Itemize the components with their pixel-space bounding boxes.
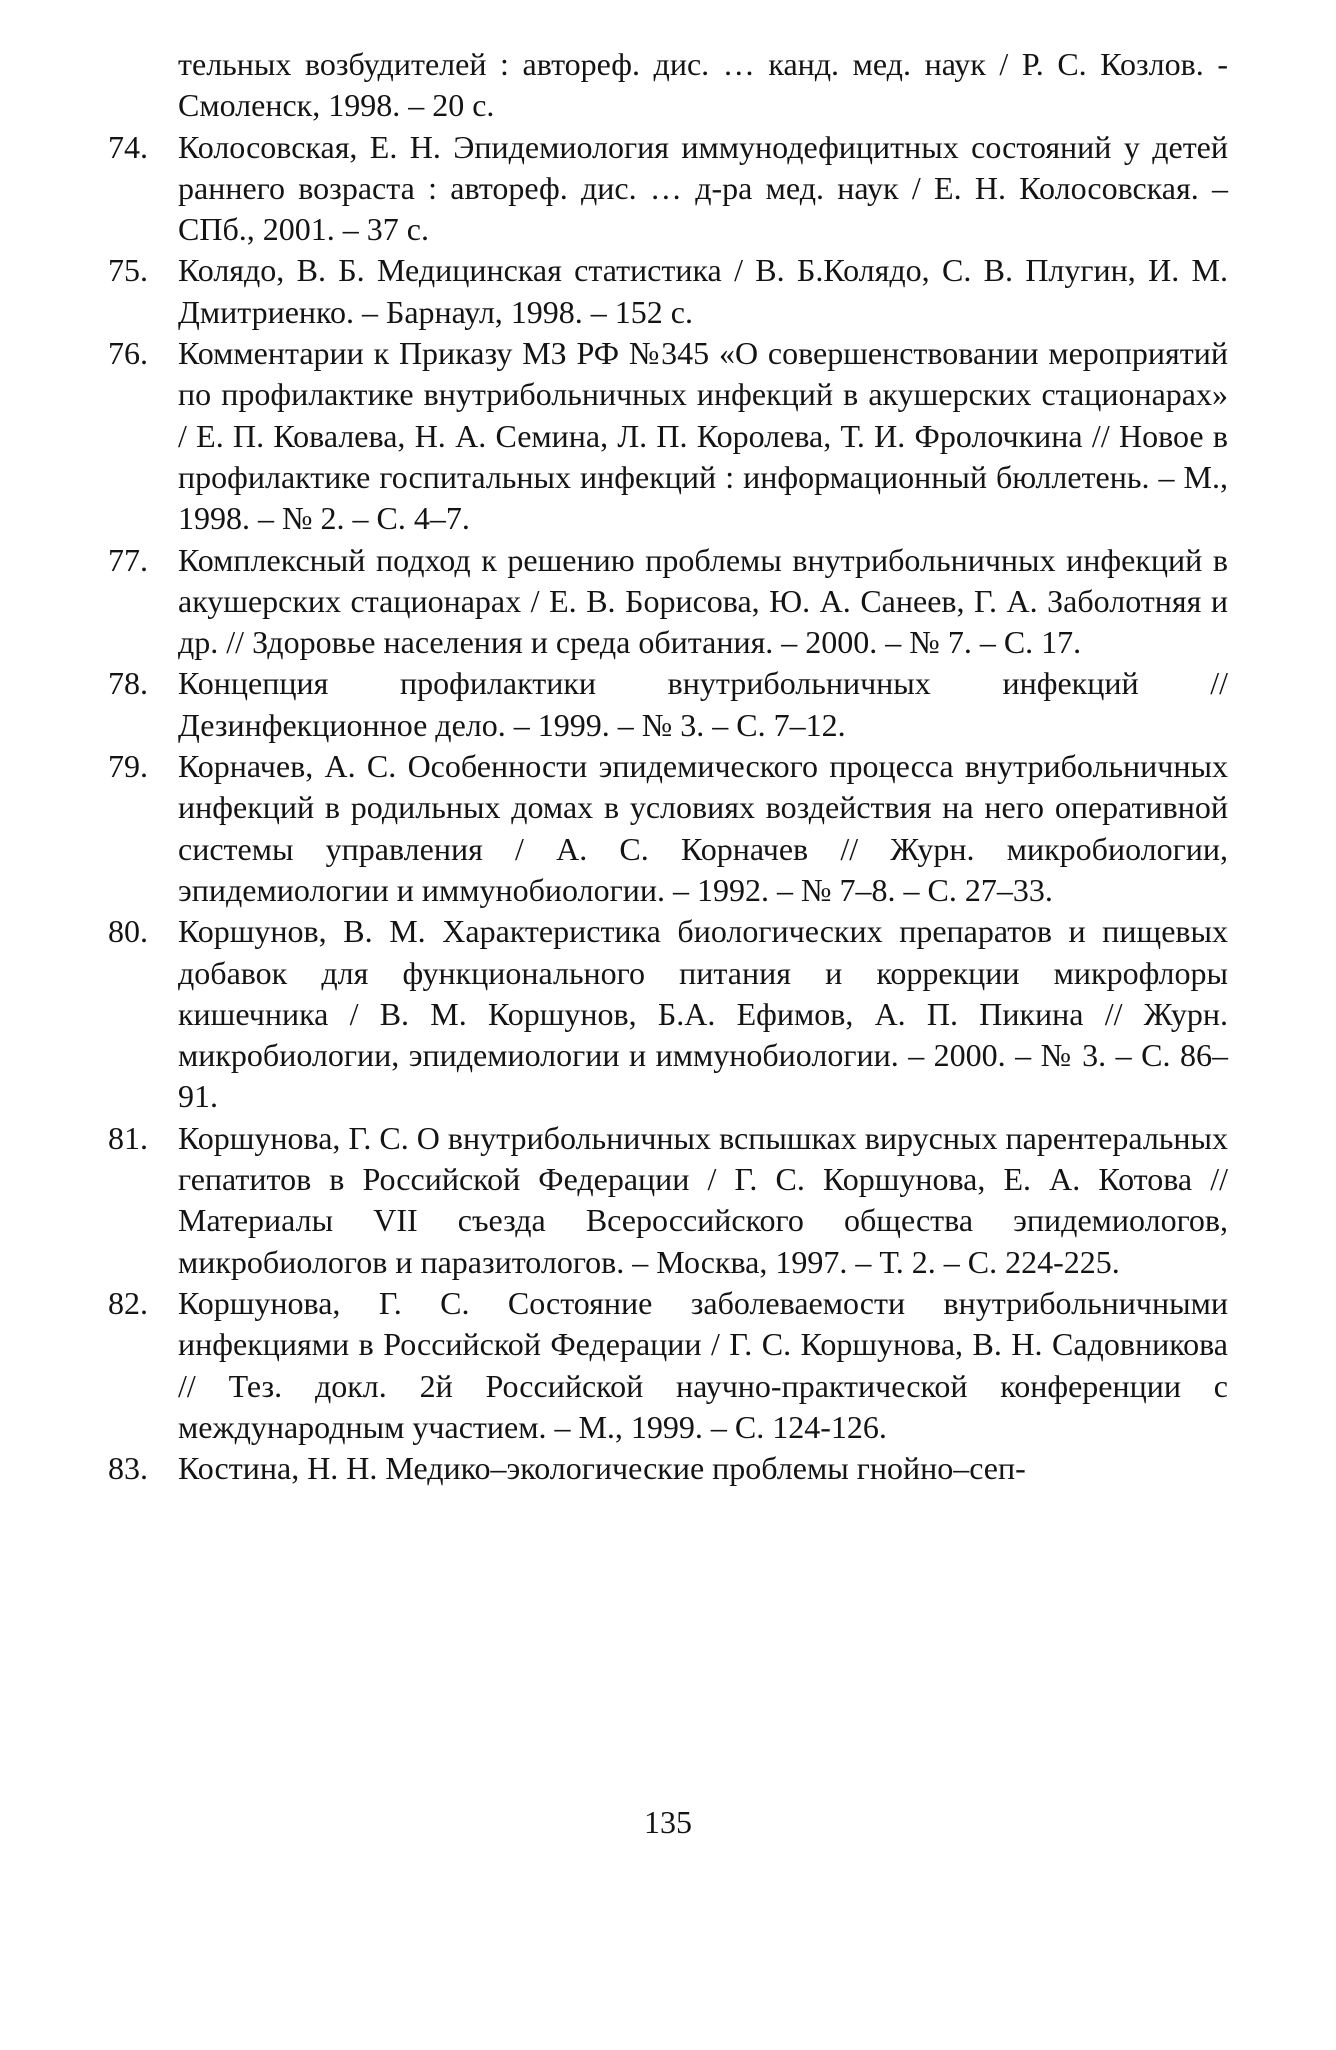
reference-text: Корначев, А. С. Особенности эпидемического процесса внутрибольничных инфекций в родильных домах в условиях воздействия на него оперативной системы управления / А. С. Корначев // Журн. микробиологии, эпидемиологии и иммунобиологии. – 1992. – № 7–8. – С. 27–33.	[178, 748, 1228, 908]
reference-item	[108, 663, 1228, 746]
reference-number: 80.	[108, 913, 148, 950]
reference-text: Колосовская, Е. Н. Эпидемиология иммунодефицитных состояний у детей раннего возраста : автореф. дис. … д-ра мед. наук / Е. Н. Колосовская. – СПб., 2001. – 37 с.	[178, 128, 1228, 248]
reference-item	[108, 1448, 1228, 1489]
reference-item	[108, 746, 1228, 911]
reference-text: Колядо, В. Б. Медицинская статистика / В. Б.Колядо, С. В. Плугин, И. М. Дмитриенко. – Барнаул, 1998. – 152 с.	[178, 252, 1228, 330]
reference-item	[108, 127, 1228, 251]
reference-text: Коршунова, Г. С. Состояние заболеваемости внутрибольничными инфекциями в Российской Федерации / Г. С. Коршунова, В. Н. Садовникова // Тез. докл. 2й Российской научно-практической конференции с международным участием. – М., 1999. – С. 124-126.	[178, 1284, 1228, 1445]
reference-item	[108, 1118, 1228, 1283]
reference-number: 77.	[108, 541, 148, 578]
reference-text: Костина, Н. Н. Медико–экологические проблемы гнойно–сеп-	[178, 1450, 1026, 1487]
reference-number: 76.	[108, 335, 148, 372]
page-number: 135	[644, 1804, 692, 1840]
reference-number: 75.	[108, 252, 148, 289]
reference-item	[108, 1283, 1228, 1448]
reference-number: 83.	[108, 1450, 148, 1487]
reference-number: 79.	[108, 748, 148, 785]
reference-number: 78.	[108, 665, 148, 702]
reference-item	[108, 250, 1228, 333]
reference-text: Концепция профилактики внутрибольничных инфекций // Дезинфекционное дело. – 1999. – № 3. – С. 7–12.	[178, 665, 1228, 743]
reference-text: Комментарии к Приказу МЗ РФ №345 «О совершенствовании мероприятий по профилактике внутрибольничных инфекций в акушерских стационарах» / Е. П. Ковалева, Н. А. Семина, Л. П. Королева, Т. И. Фролочкина // Новое в профилактике госпитальных инфекций : информационный бюллетень. – М., 1998. – № 2. – С. 4–7.	[178, 335, 1228, 537]
reference-text: Комплексный подход к решению проблемы внутрибольничных инфекций в акушерских стационарах / Е. В. Борисова, Ю. А. Санеев, Г. А. Заболотняя и др. // Здоровье населения и среда обитания. – 2000. – № 7. – С. 17.	[178, 541, 1228, 661]
reference-item	[108, 911, 1228, 1117]
reference-item	[108, 333, 1228, 539]
reference-list	[108, 44, 1228, 1489]
reference-number: 74.	[108, 128, 148, 165]
reference-number: 82.	[108, 1284, 148, 1321]
reference-item	[108, 44, 1228, 127]
reference-text: тельных возбудителей : автореф. дис. … канд. мед. наук / Р. С. Козлов. - Смоленск, 1998. – 20 с.	[178, 46, 1228, 124]
reference-number: 81.	[108, 1119, 148, 1156]
reference-text: Коршунов, В. М. Характеристика биологических препаратов и пищевых добавок для функционального питания и коррекции микрофлоры кишечника / В. М. Коршунов, Б.А. Ефимов, А. П. Пикина // Журн. микробиологии, эпидемиологии и иммунобиологии. – 2000. – № 3. – С. 86–91.	[178, 913, 1228, 1115]
reference-text: Коршунова, Г. С. О внутрибольничных вспышках вирусных парентеральных гепатитов в Российской Федерации / Г. С. Коршунова, Е. А. Котова // Материалы VII съезда Всероссийского общества эпидемиологов, микробиологов и паразитологов. – Москва, 1997. – Т. 2. – С. 224-225.	[178, 1119, 1228, 1280]
reference-item	[108, 540, 1228, 664]
